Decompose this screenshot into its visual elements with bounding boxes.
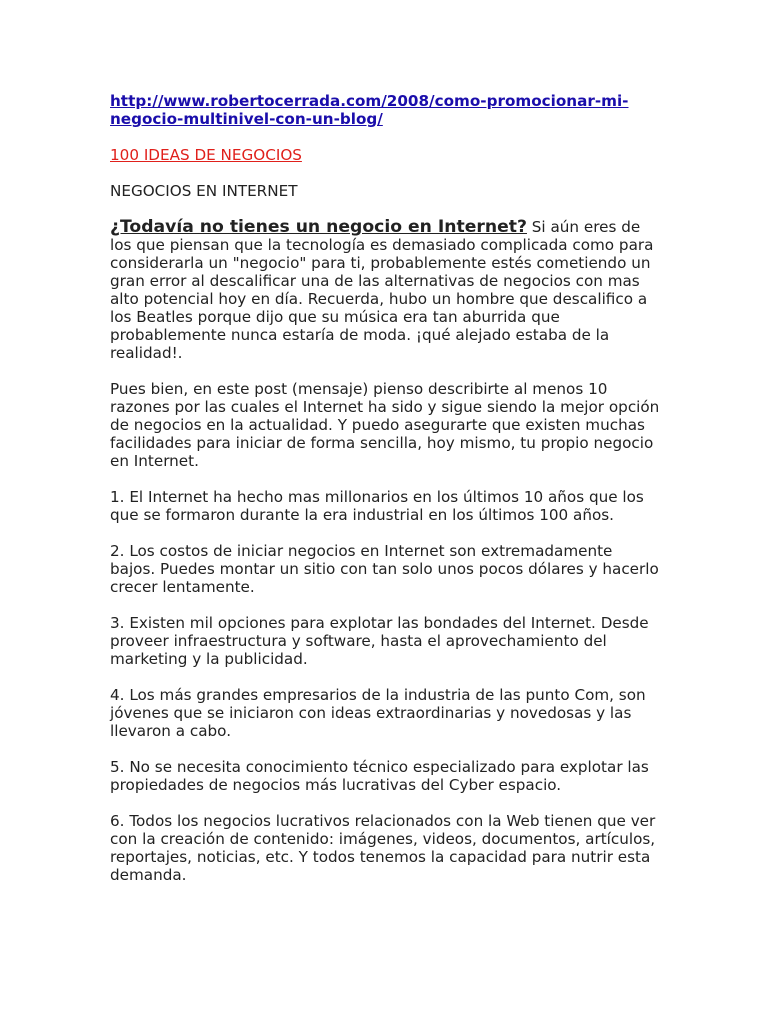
paragraph-3: 3. Existen mil opciones para explotar las bondades del Internet. Desde proveer infraestructura y software, hasta el aprovechamiento del marketing y la publicidad. xyxy=(110,614,649,668)
intro-paragraph xyxy=(110,218,662,362)
document-page xyxy=(110,92,662,884)
paragraph-2: 2. Los costos de iniciar negocios en Internet son extremadamente bajos. Puedes montar un sitio con tan solo unos pocos dólares y hacerlo crecer lentamente. xyxy=(110,542,659,596)
paragraph-0: Pues bien, en este post (mensaje) pienso describirte al menos 10 razones por las cuales el Internet ha sido y sigue siendo la mejor opción de negocios en la actualidad. Y puedo asegurarte que existen muchas facilidades para iniciar de forma sencilla, hoy mismo, tu propio negocio en Internet. xyxy=(110,380,660,470)
paragraph-4: 4. Los más grandes empresarios de la industria de las punto Com, son jóvenes que se iniciaron con ideas extraordinarias y novedosas y las llevaron a cabo. xyxy=(110,686,646,740)
intro-text: Si aún eres de los que piensan que la tecnología es demasiado complicada como para considerarla un "negocio" para ti, probablemente estés cometiendo un gran error al descalificar una de las alternativas de negocios con mas alto potencial hoy en día. Recuerda, hubo un hombre que descalifico a los Beatles porque dijo que su música era tan aburrida que probablemente nunca estaría de moda. ¡qué alejado estaba de la realidad!. xyxy=(110,218,654,362)
paragraph-1: 1. El Internet ha hecho mas millonarios en los últimos 10 años que los que se formaron durante la era industrial en los últimos 100 años. xyxy=(110,488,644,524)
ideas-link[interactable]: 100 IDEAS DE NEGOCIOS xyxy=(110,146,302,164)
paragraph-5: 5. No se necesita conocimiento técnico especializado para explotar las propiedades de negocios más lucrativas del Cyber espacio. xyxy=(110,758,649,794)
source-url-link[interactable]: http://www.robertocerrada.com/2008/como-promocionar-mi-negocio-multinivel-con-un-blog/ xyxy=(110,92,629,128)
headline: ¿Todavía no tienes un negocio en Internet? xyxy=(110,217,527,237)
paragraph-6: 6. Todos los negocios lucrativos relacionados con la Web tienen que ver con la creación de contenido: imágenes, videos, documentos, artículos, reportajes, noticias, etc. Y todos tenemos la capacidad para nutrir esta demanda. xyxy=(110,812,656,884)
section-title: NEGOCIOS EN INTERNET xyxy=(110,182,298,200)
